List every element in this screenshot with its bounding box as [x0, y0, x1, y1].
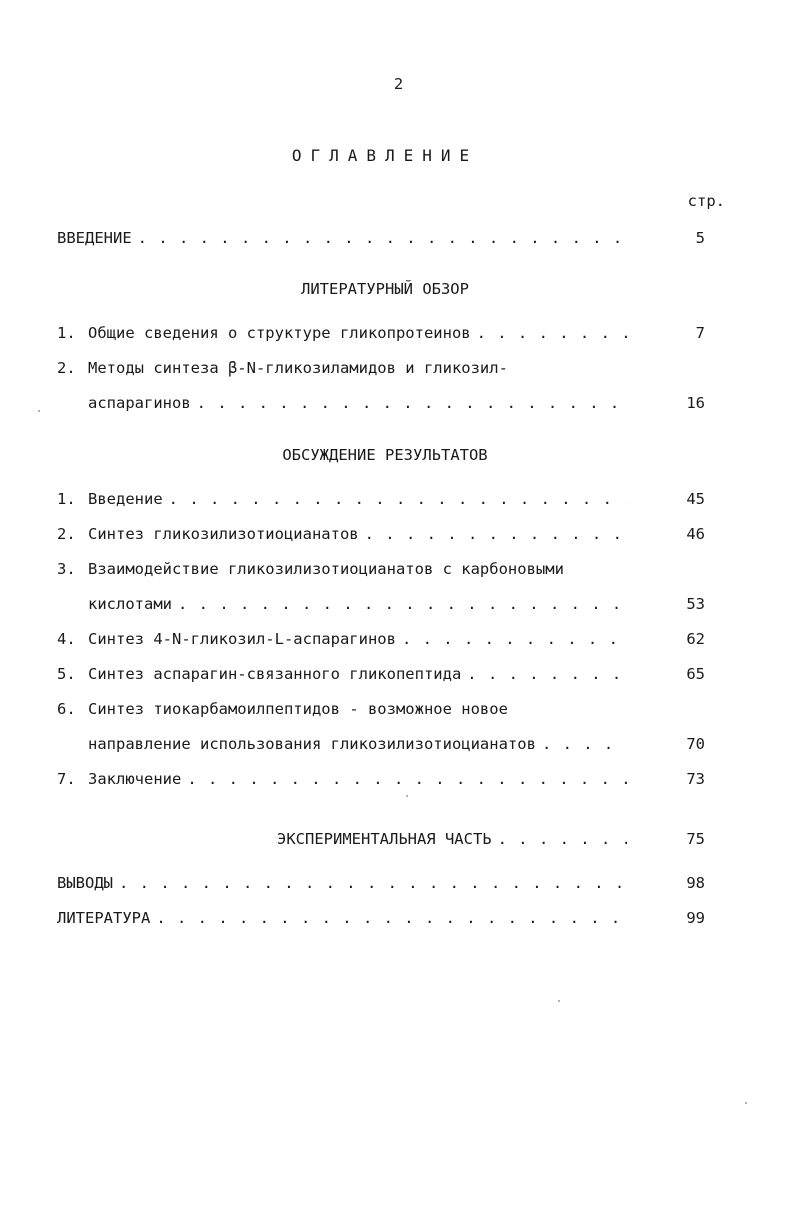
toc-page-number: 98 — [686, 874, 705, 892]
toc-entry-conclusions — [57, 873, 627, 893]
toc-entry-label: Синтез тиокарбамоилпептидов - возможное новое — [88, 700, 508, 718]
toc-entry-continuation — [88, 393, 627, 413]
toc-entry — [57, 323, 627, 343]
toc-page-number: 45 — [686, 490, 705, 508]
scan-speck — [558, 1000, 560, 1002]
toc-page-number: 70 — [686, 735, 705, 753]
toc-page-number: 5 — [695, 229, 705, 247]
page-column-label: стр. — [687, 192, 725, 210]
toc-entry-number: 4. — [57, 630, 76, 648]
toc-entry-continuation — [88, 734, 627, 754]
dot-leader — [492, 829, 627, 849]
dot-leader — [536, 734, 627, 754]
toc-page-number: 65 — [686, 665, 705, 683]
toc-entry — [57, 489, 627, 509]
toc-entry-label: ЛИТЕРАТУРА — [57, 909, 151, 927]
toc-page-number: 46 — [686, 525, 705, 543]
toc-entry — [57, 559, 627, 579]
toc-entry-label: ЭКСПЕРИМЕНТАЛЬНАЯ ЧАСТЬ — [277, 830, 492, 848]
toc-entry-label: Синтез 4-N-гликозил-L-аспарагинов — [88, 630, 396, 648]
dot-leader — [191, 393, 627, 413]
toc-entry-number: 1. — [57, 490, 76, 508]
dot-leader — [471, 323, 627, 343]
page-title: ОГЛАВЛЕНИЕ — [291, 146, 479, 165]
toc-page-number: 99 — [686, 909, 705, 927]
toc-entry-label: Синтез гликозилизотиоцианатов — [88, 525, 359, 543]
dot-leader — [172, 594, 627, 614]
toc-entry-label: Взаимодействие гликозилизотиоцианатов с карбоновыми — [88, 560, 564, 578]
dot-leader — [181, 769, 627, 789]
toc-entry — [57, 358, 627, 378]
toc-entry-number: 1. — [57, 324, 76, 342]
toc-entry — [57, 769, 627, 789]
toc-entry — [57, 524, 627, 544]
dot-leader — [461, 664, 627, 684]
section-heading-lit-review: ЛИТЕРАТУРНЫЙ ОБЗОР — [301, 280, 469, 298]
scan-speck — [38, 410, 40, 412]
toc-page-number: 7 — [695, 324, 705, 342]
dot-leader — [163, 489, 627, 509]
section-heading-discussion: ОБСУЖДЕНИЕ РЕЗУЛЬТАТОВ — [282, 446, 488, 464]
toc-page-number: 75 — [686, 830, 705, 848]
toc-page-number: 16 — [686, 394, 705, 412]
toc-entry — [57, 664, 627, 684]
toc-entry-literature — [57, 908, 627, 928]
toc-entry-label: Синтез аспарагин-связанного гликопептида — [88, 665, 462, 683]
toc-entry-label: Общие сведения о структуре гликопротеинов — [88, 324, 471, 342]
toc-page-number: 73 — [686, 770, 705, 788]
page-number: 2 — [393, 75, 404, 93]
scan-speck — [406, 795, 408, 797]
toc-entry — [57, 699, 627, 719]
dot-leader — [359, 524, 627, 544]
toc-entry-number: 6. — [57, 700, 76, 718]
toc-entry-label: ВВЕДЕНИЕ — [57, 229, 132, 247]
toc-entry-number: 3. — [57, 560, 76, 578]
toc-entry-label: аспарагинов — [88, 394, 191, 412]
dot-leader — [132, 228, 627, 248]
dot-leader — [113, 873, 627, 893]
toc-entry-label: направление использования гликозилизотиоцианатов — [88, 735, 536, 753]
toc-entry-continuation — [88, 594, 627, 614]
toc-page-number: 62 — [686, 630, 705, 648]
toc-entry-label: Методы синтеза β-N-гликозиламидов и гликозил- — [88, 359, 508, 377]
toc-entry-label: Заключение — [88, 770, 182, 788]
dot-leader — [150, 908, 627, 928]
toc-entry-number: 2. — [57, 359, 76, 377]
toc-entry-label: ВЫВОДЫ — [57, 874, 113, 892]
scan-speck — [745, 1102, 747, 1104]
toc-entry-label: Введение — [88, 490, 163, 508]
toc-page-number: 53 — [686, 595, 705, 613]
toc-entry-intro — [57, 228, 627, 248]
toc-entry-number: 5. — [57, 665, 76, 683]
toc-entry — [57, 629, 627, 649]
toc-entry-label: кислотами — [88, 595, 172, 613]
toc-entry-number: 7. — [57, 770, 76, 788]
dot-leader — [396, 629, 627, 649]
toc-entry-number: 2. — [57, 525, 76, 543]
toc-entry-experimental — [277, 829, 627, 849]
